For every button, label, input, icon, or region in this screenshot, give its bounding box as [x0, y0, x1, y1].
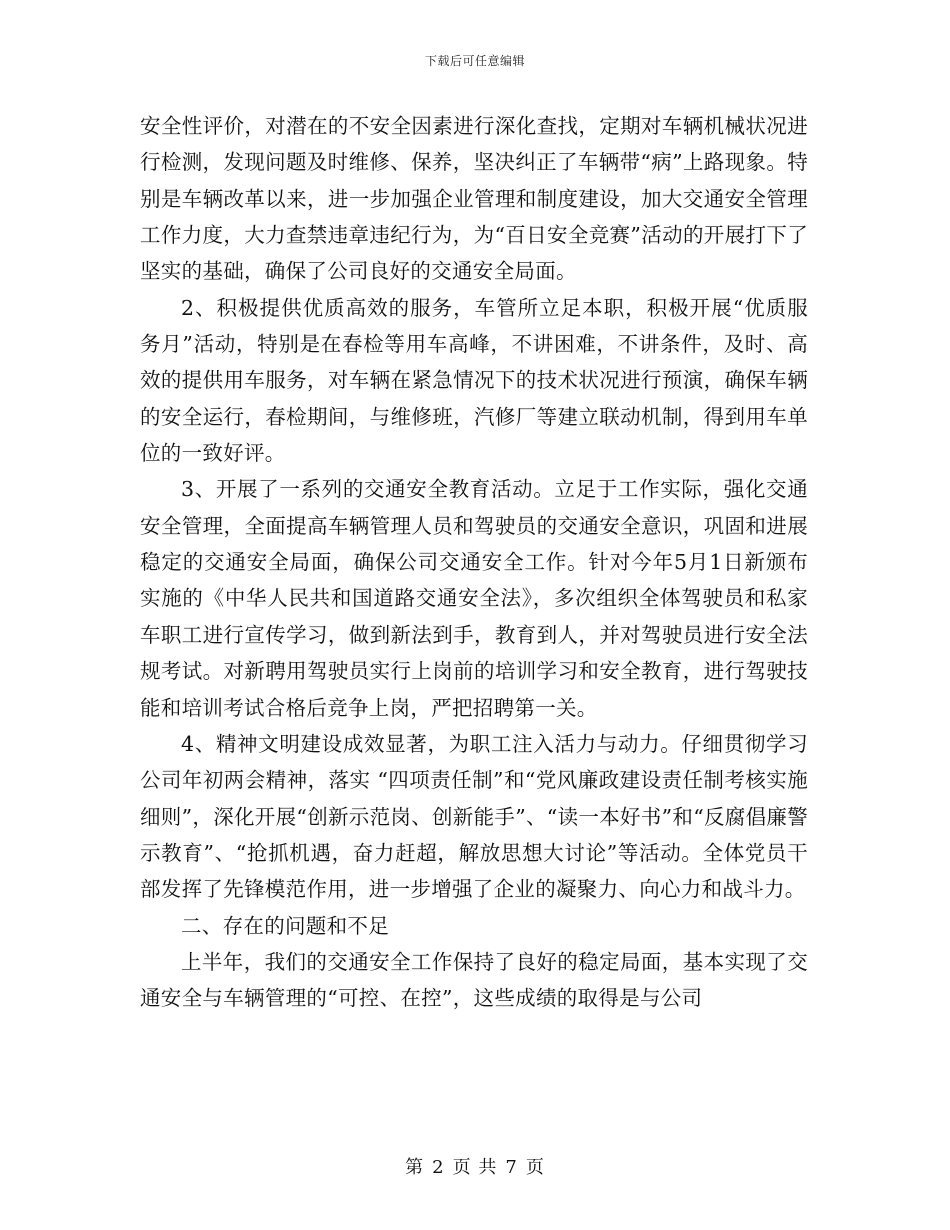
footer-suffix: 页 — [525, 1157, 545, 1178]
paragraph-item-2-service: 2、积极提供优质高效的服务，车管所立足本职，积极开展“优质服务月”活动，特别是在春检等用车高峰，不讲困难，不讲条件，及时、高效的提供用车服务，对车辆在紧急情况下的技术状况进行预演，确保车辆的安全运行，春检期间，与维修班，汽修厂等建立联动机制，得到用车单位的一致好评。 — [140, 295, 808, 466]
document-body — [140, 108, 808, 1017]
paragraph-item-4-civilization: 4、精神文明建设成效显著，为职工注入活力与动力。仔细贯彻学习公司年初两会精神，落实 “四项责任制”和“党风廉政建设责任制考核实施细则”，深化开展“创新示范岗、创新能手”、“读一本好书”和“反腐倡廉警示教育”、“抢抓机遇，奋力赶超，解放思想大讨论”等活动。全体党员干部发挥了先锋模范作用，进一步增强了企业的凝聚力、向心力和战斗力。 — [140, 731, 808, 902]
footer-middle: 页 共 — [452, 1157, 498, 1178]
page-header-note: 下载后可任意编辑 — [424, 54, 525, 68]
paragraph-item-3-education: 3、开展了一系列的交通安全教育活动。立足于工作实际，强化交通安全管理，全面提高车辆管理人员和驾驶员的交通安全意识，巩固和进展稳定的交通安全局面，确保公司交通安全工作。针对今年5月1日新颁布实施的《中华人民共和国道路交通安全法》，多次组织全体驾驶员和私家车职工进行宣传学习，做到新法到手，教育到人，并对驾驶员进行安全法规考试。对新聘用驾驶员实行上岗前的培训学习和安全教育，进行驾驶技能和培训考试合格后竞争上岗，严把招聘第一关。 — [140, 477, 808, 720]
section-heading-problems: 二、存在的问题和不足 — [181, 913, 389, 938]
paragraph-first-half-summary: 上半年，我们的交通安全工作保持了良好的稳定局面，基本实现了交通安全与车辆管理的“可控、在控”，这些成绩的取得是与公司 — [140, 949, 808, 1011]
paragraph-safety-evaluation: 安全性评价，对潜在的不安全因素进行深化查找，定期对车辆机械状况进行检测，发现问题及时维修、保养，坚决纠正了车辆带“病”上路现象。特别是车辆改革以来，进一步加强企业管理和制度建设，加大交通安全管理工作力度，大力查禁违章违纪行为，为“百日安全竞赛”活动的开展打下了坚实的基础，确保了公司良好的交通安全局面。 — [140, 114, 808, 284]
footer-prefix: 第 — [405, 1157, 425, 1178]
current-page-number: 2 — [432, 1157, 445, 1178]
total-pages-number: 7 — [505, 1157, 518, 1178]
page-number-footer — [0, 1153, 950, 1179]
